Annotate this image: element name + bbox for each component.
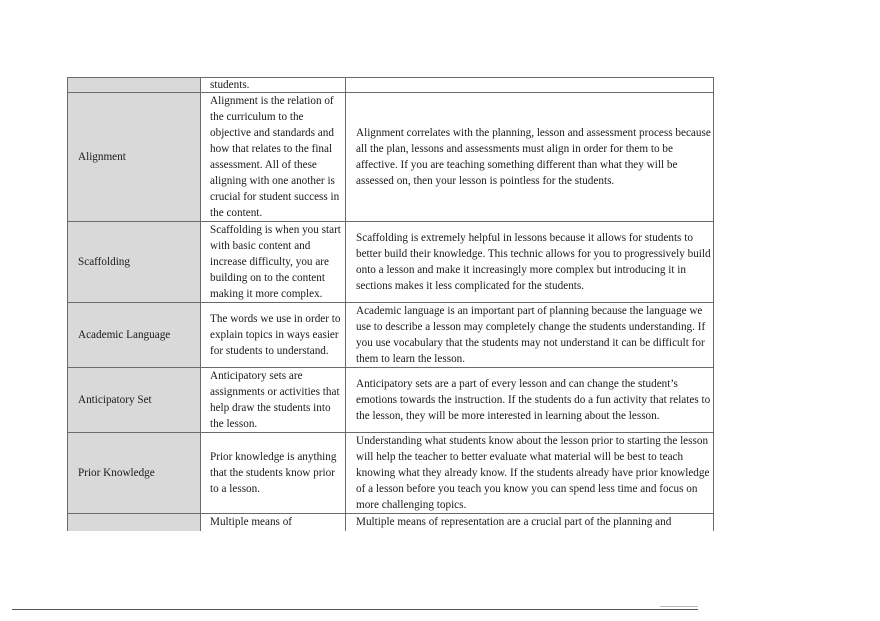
table-row (68, 78, 714, 93)
definition-cell: Multiple means of (201, 514, 346, 549)
term-cell: Alignment (68, 93, 201, 222)
definition-cell: Anticipatory sets are assignments or activities that help draw the students into the lesson. (201, 368, 346, 433)
footer-divider (12, 609, 698, 610)
definition-cell: Prior knowledge is anything that the students know prior to a lesson. (201, 433, 346, 514)
explanation-cell: Multiple means of representation are a crucial part of the planning and (346, 514, 714, 549)
term-cell (68, 78, 201, 93)
footer-mark (660, 606, 698, 607)
explanation-cell: Understanding what students know about the lesson prior to starting the lesson will help the teacher to better evaluate what material will be best to teach knowing what they already know. If the students already have prior knowledge of a lesson before you teach you know you can spend less time and focus on more challenging topics. (346, 433, 714, 514)
planning-terms-table (67, 77, 714, 549)
definition-cell: Alignment is the relation of the curriculum to the objective and standards and how that relates to the final assessment. All of these aligning with one another is crucial for student success in the content. (201, 93, 346, 222)
explanation-cell (346, 78, 714, 93)
page-bottom-margin (0, 531, 880, 607)
table-row (68, 303, 714, 368)
explanation-cell: Scaffolding is extremely helpful in lessons because it allows for students to better build their knowledge. This technic allows for you to progressively build onto a lesson and make it increasingly more complex but introducing it in sections makes it less complicated for the students. (346, 222, 714, 303)
explanation-cell: Alignment correlates with the planning, lesson and assessment process because all the plan, lessons and assessments must align in order for them to be affective. If you are teaching something different than what they will be assessed on, then your lesson is pointless for the students. (346, 93, 714, 222)
explanation-cell: Anticipatory sets are a part of every lesson and can change the student’s emotions towards the instruction. If the students do a fun activity that relates to the lesson, they will be more interested in learning about the lesson. (346, 368, 714, 433)
definition-cell: students. (201, 78, 346, 93)
definition-cell: The words we use in order to explain topics in ways easier for students to understand. (201, 303, 346, 368)
table-row (68, 222, 714, 303)
term-cell: Academic Language (68, 303, 201, 368)
term-cell: Prior Knowledge (68, 433, 201, 514)
table-row (68, 93, 714, 222)
table-row (68, 433, 714, 514)
term-cell: Scaffolding (68, 222, 201, 303)
definition-cell: Scaffolding is when you start with basic content and increase difficulty, you are building on to the content making it more complex. (201, 222, 346, 303)
explanation-cell: Academic language is an important part of planning because the language we use to describe a lesson may completely change the students understanding. If you use vocabulary that the students may not understand it can be difficult for them to learn the lesson. (346, 303, 714, 368)
table-row (68, 368, 714, 433)
term-cell: Anticipatory Set (68, 368, 201, 433)
